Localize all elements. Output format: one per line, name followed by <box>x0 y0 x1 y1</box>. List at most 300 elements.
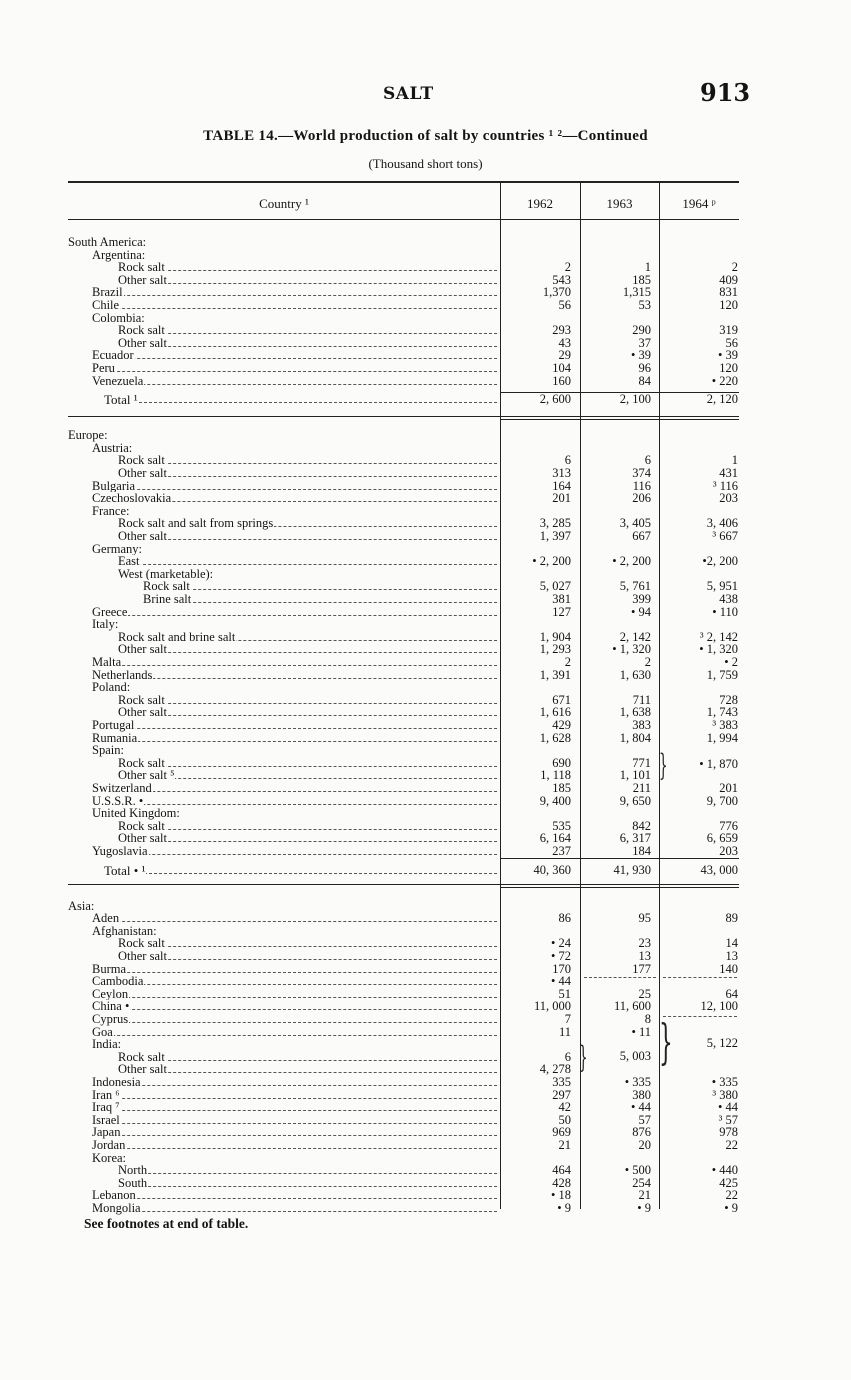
cell-1964: ³ 383 <box>712 718 738 732</box>
cell-1964: 1, 743 <box>706 705 738 720</box>
merged-value-india-goa-1964: 5, 122 <box>706 1036 738 1050</box>
cell-1962: 1, 293 <box>539 642 571 657</box>
cell-1963: 37 <box>638 335 651 350</box>
cell-1962: 7 <box>564 1012 571 1026</box>
table-row <box>0 732 851 745</box>
merged-value-spain-1964: • 1, 870 <box>699 757 738 771</box>
dot-leader <box>92 1035 497 1036</box>
cell-1963: 84 <box>638 373 651 388</box>
cell-1962: 5, 027 <box>539 579 571 594</box>
cell-1962: 1, 628 <box>539 730 571 745</box>
row-label: Other salt <box>118 529 167 543</box>
table-units: (Thousand short tons) <box>368 156 483 171</box>
cell-1963: 667 <box>632 529 651 543</box>
dot-leader <box>118 1060 497 1061</box>
row-label: Other salt <box>118 705 167 720</box>
dot-leader <box>118 703 497 704</box>
row-label: North <box>118 1163 148 1178</box>
row-label: Austria: <box>92 440 133 455</box>
cambodia-dash-1964 <box>663 977 737 978</box>
cell-1963: 20 <box>638 1138 651 1152</box>
cell-1964: • 440 <box>711 1163 738 1178</box>
cell-1964: 13 <box>725 949 738 963</box>
row-label: China • <box>92 999 130 1014</box>
row-label: Rock salt <box>118 453 165 468</box>
dot-leader <box>92 1110 497 1111</box>
row-label: Greece <box>92 604 128 619</box>
row-label: Malta <box>92 655 122 669</box>
cell-1964: ³ 116 <box>712 478 738 493</box>
cell-1962: 2 <box>564 260 571 275</box>
cell-1962: 170 <box>552 961 571 976</box>
dot-leader <box>118 715 497 716</box>
cell-1963: 3, 405 <box>619 516 651 531</box>
cell-1964: 2, 120 <box>706 392 738 407</box>
row-label: Afghanistan: <box>92 923 157 938</box>
row-label: Portugal <box>92 718 135 732</box>
cell-1963: 6 <box>644 453 651 468</box>
cell-1962: 1,370 <box>542 285 571 300</box>
table-row <box>0 1202 851 1215</box>
cell-1964: 1, 994 <box>706 730 738 745</box>
table-title: TABLE 14.—World production of salt by countries ¹ ²—Continued <box>203 128 648 144</box>
dot-leader <box>104 402 497 403</box>
cell-1963: 2, 142 <box>619 629 651 644</box>
cell-1962: 9, 400 <box>539 793 571 808</box>
row-label: Cambodia <box>92 974 144 989</box>
dot-leader <box>92 1085 497 1086</box>
cell-1963: 41, 930 <box>613 862 651 877</box>
cell-1962: 160 <box>552 373 571 388</box>
cell-1964: 9, 700 <box>706 793 738 808</box>
cell-1963: 25 <box>638 986 651 1001</box>
dot-leader <box>92 741 497 742</box>
cell-1964: 978 <box>719 1125 738 1140</box>
cell-1962: 293 <box>552 323 571 338</box>
cell-1963: • 2, 200 <box>612 554 651 569</box>
cell-1964: 5, 951 <box>706 579 738 594</box>
cell-1962: 1, 118 <box>540 768 571 783</box>
cell-1963: 21 <box>638 1188 651 1203</box>
cell-1964: • 39 <box>717 348 738 363</box>
table-row <box>0 375 851 388</box>
table-row <box>0 1126 851 1139</box>
row-label: Bulgaria <box>92 478 136 493</box>
row-label: Rock salt <box>118 818 165 833</box>
table-row <box>0 1013 851 1026</box>
cell-1963: • 335 <box>624 1075 651 1089</box>
dot-leader <box>118 476 497 477</box>
header-1962: 1962 <box>527 196 553 211</box>
row-label: Total ¹ <box>104 392 138 408</box>
cell-1962: 185 <box>552 781 571 795</box>
cell-1964: • 2 <box>724 655 738 669</box>
row-label: Rock salt <box>118 936 165 951</box>
cell-1964: • 220 <box>711 373 738 388</box>
cell-1964: ³ 2, 142 <box>699 629 738 644</box>
row-label: West (marketable): <box>118 566 214 581</box>
row-label: Rock salt <box>118 1049 165 1064</box>
footnote-reference: See footnotes at end of table. <box>84 1216 249 1231</box>
cell-1962: • 44 <box>550 974 571 989</box>
row-label: Spain: <box>92 743 124 758</box>
cell-1963: 184 <box>632 844 651 858</box>
cell-1962: 127 <box>552 604 571 619</box>
cell-1963: 711 <box>632 692 651 707</box>
cell-1962: 2 <box>564 655 571 669</box>
cell-1963: 57 <box>638 1112 651 1127</box>
cell-1963: 1, 630 <box>619 667 651 682</box>
row-label: India: <box>92 1037 122 1052</box>
cell-1964: • 110 <box>712 604 738 619</box>
cell-1963: 13 <box>638 949 651 963</box>
total-row <box>0 864 851 877</box>
cambodia-dash-1963 <box>584 977 656 978</box>
cell-1964: 728 <box>719 692 738 707</box>
cell-1964: 438 <box>719 592 738 606</box>
row-label: Rock salt <box>118 260 165 275</box>
dot-leader <box>92 921 497 922</box>
cell-1962: 86 <box>558 911 571 926</box>
row-label: Italy: <box>92 617 119 632</box>
cell-1962: 56 <box>558 298 571 312</box>
cell-1962: 11, 000 <box>533 999 571 1014</box>
cell-1963: 2, 100 <box>619 392 651 407</box>
cell-1962: 164 <box>552 478 571 493</box>
row-label: Switzerland <box>92 781 152 795</box>
cell-1964: 22 <box>725 1138 738 1152</box>
cell-1964: 831 <box>719 285 738 300</box>
dot-leader <box>92 1022 497 1023</box>
cell-1962: 297 <box>552 1087 571 1102</box>
dot-leader <box>92 728 497 729</box>
cell-1964: 140 <box>719 961 738 976</box>
table-row <box>0 845 851 858</box>
cell-1962: 6 <box>564 1049 571 1064</box>
row-label: Other salt <box>118 272 167 287</box>
cell-1963: 1,315 <box>622 285 651 300</box>
dot-leader <box>118 959 497 960</box>
page-number: 913 <box>700 78 751 107</box>
cell-1962: 51 <box>558 986 571 1001</box>
dot-leader <box>104 873 497 874</box>
row-label: Ceylon <box>92 986 129 1001</box>
cell-1963: 771 <box>632 755 651 770</box>
cell-1962: • 72 <box>550 949 571 963</box>
cell-1962: 313 <box>552 466 571 480</box>
dot-leader <box>92 972 497 973</box>
cell-1964: 6, 659 <box>706 831 738 846</box>
cell-1964: 1, 759 <box>706 667 738 682</box>
dot-leader <box>92 1211 497 1212</box>
cell-1963: 9, 650 <box>619 793 651 808</box>
cell-1962: 3, 285 <box>539 516 571 531</box>
row-label: Other salt <box>118 642 167 657</box>
cell-1963: 876 <box>632 1125 651 1140</box>
dot-leader <box>92 1198 497 1199</box>
row-label: Peru <box>92 361 115 375</box>
cell-1962: 11 <box>558 1024 571 1039</box>
row-label: Iran ⁶ <box>92 1087 120 1102</box>
cell-1962: 429 <box>552 718 571 732</box>
dot-leader <box>92 984 497 985</box>
dot-leader <box>118 564 497 565</box>
dot-leader <box>92 1135 497 1136</box>
cell-1963: 177 <box>632 961 651 976</box>
cell-1962: 6 <box>564 453 571 468</box>
row-label: Other salt <box>118 831 167 846</box>
row-label: Yugoslavia <box>92 844 148 858</box>
cell-1962: 43 <box>558 335 571 350</box>
cell-1963: 254 <box>632 1175 651 1190</box>
cell-1964: 43, 000 <box>700 862 738 877</box>
dot-leader <box>92 384 497 385</box>
row-label: U.S.S.R. • <box>92 793 144 808</box>
cell-1964: 776 <box>719 818 738 833</box>
cell-1962: 237 <box>552 844 571 858</box>
row-label: Burma <box>92 961 127 976</box>
cell-1962: 1, 391 <box>539 667 571 682</box>
cell-1964: 201 <box>719 781 738 795</box>
table-row <box>0 1139 851 1152</box>
row-label: Chile <box>92 298 120 312</box>
cell-1962: 6, 164 <box>539 831 571 846</box>
dot-leader <box>118 539 497 540</box>
cell-1963: 116 <box>632 478 651 493</box>
row-label: Rock salt <box>118 323 165 338</box>
cell-1964: 14 <box>725 936 738 951</box>
table-row <box>0 606 851 619</box>
row-label: Asia: <box>68 898 95 913</box>
cell-1964: 64 <box>725 986 738 1001</box>
cell-1962: 543 <box>552 272 571 287</box>
row-label: Goa <box>92 1024 113 1039</box>
row-label: Poland: <box>92 680 131 695</box>
row-label: Rumania <box>92 730 138 745</box>
dot-leader <box>118 463 497 464</box>
row-label: Ecuador <box>92 348 134 363</box>
cell-1962: 42 <box>558 1100 571 1115</box>
cell-1964: 431 <box>719 466 738 480</box>
cell-1963: • 39 <box>630 348 651 363</box>
row-label: Other salt <box>118 949 167 963</box>
cell-1962: 535 <box>552 818 571 833</box>
dot-leader <box>118 1072 497 1073</box>
cell-1964: ³ 667 <box>712 529 738 543</box>
row-label: Colombia: <box>92 310 145 325</box>
row-label: South <box>118 1175 148 1190</box>
cell-1963: 1, 804 <box>619 730 651 745</box>
header-1963: 1963 <box>606 196 633 211</box>
row-label: Mongolia <box>92 1201 141 1215</box>
cell-1964: 89 <box>725 911 738 926</box>
dot-leader <box>92 489 497 490</box>
dot-leader <box>92 308 497 309</box>
row-label: Czechoslovakia <box>92 491 172 506</box>
cell-1962: 464 <box>552 1163 571 1178</box>
cell-1963: 383 <box>632 718 651 732</box>
cell-1963: 8 <box>644 1012 651 1026</box>
cell-1963: • 9 <box>637 1201 651 1215</box>
row-label: Japan <box>92 1125 121 1140</box>
cell-1964: 120 <box>719 298 738 312</box>
merged-value-india-1963: 5, 003 <box>619 1049 651 1063</box>
cell-1964: • 335 <box>711 1075 738 1089</box>
row-label: Rock salt <box>118 692 165 707</box>
cell-1963: 211 <box>632 781 651 795</box>
cell-1963: 53 <box>638 298 651 312</box>
cell-1962: • 9 <box>557 1201 571 1215</box>
brace-india-goa: } <box>659 1014 673 1070</box>
row-label: Rock salt and salt from springs <box>118 516 274 531</box>
cell-1962: 1, 904 <box>539 629 571 644</box>
cell-1962: 1, 397 <box>539 529 571 543</box>
cell-1964: •2, 200 <box>702 554 738 569</box>
dot-leader <box>118 333 497 334</box>
row-label: Brazil <box>92 285 123 300</box>
row-label: East <box>118 554 140 569</box>
dot-leader <box>92 791 497 792</box>
cell-1964: 22 <box>725 1188 738 1203</box>
row-label: Other salt ⁵ <box>118 768 175 783</box>
row-label: Lebanon <box>92 1188 136 1203</box>
cell-1962: 104 <box>552 361 571 375</box>
cell-1963: 95 <box>638 911 651 926</box>
cell-1962: 335 <box>552 1075 571 1089</box>
dot-leader <box>92 615 497 616</box>
dot-leader <box>118 841 497 842</box>
row-label: Netherlands <box>92 667 153 682</box>
dot-leader <box>118 1173 497 1174</box>
dot-leader <box>118 346 497 347</box>
row-label: Brine salt <box>143 592 192 606</box>
dot-leader <box>92 854 497 855</box>
dot-leader <box>92 804 497 805</box>
cell-1964: • 1, 320 <box>699 642 738 657</box>
cell-1964: ³ 57 <box>718 1112 738 1127</box>
row-label: Rock salt <box>118 755 165 770</box>
row-label: Argentina: <box>92 247 146 262</box>
row-label: Total • ¹ <box>104 862 146 878</box>
cell-1964: 319 <box>719 323 738 338</box>
cell-1962: 969 <box>552 1125 571 1140</box>
row-label: South America: <box>68 235 147 249</box>
cell-1962: 201 <box>552 491 571 506</box>
dot-leader <box>118 270 497 271</box>
dot-leader <box>92 1148 497 1149</box>
cell-1963: 11, 600 <box>613 999 651 1014</box>
cell-1963: 185 <box>632 272 651 287</box>
cell-1962: • 24 <box>550 936 571 951</box>
dot-leader <box>92 997 497 998</box>
dot-leader <box>118 946 497 947</box>
cell-1964: 409 <box>719 272 738 287</box>
row-label: Venezuela <box>92 373 144 388</box>
row-label: Other salt <box>118 335 167 350</box>
cell-1962: 40, 360 <box>533 862 571 877</box>
dot-leader <box>92 358 497 359</box>
row-label: France: <box>92 503 130 518</box>
dot-leader <box>118 829 497 830</box>
cell-1963: 399 <box>632 592 651 606</box>
cyprus-dash-1964 <box>663 1016 737 1017</box>
cell-1962: 690 <box>552 755 571 770</box>
cell-1962: 1, 616 <box>539 705 571 720</box>
dot-leader <box>118 652 497 653</box>
cell-1962: 50 <box>558 1112 571 1127</box>
row-label: Other salt <box>118 466 167 480</box>
cell-1964: 120 <box>719 361 738 375</box>
dot-leader <box>118 766 497 767</box>
running-head: SALT <box>383 84 434 104</box>
cell-1963: • 94 <box>630 604 651 619</box>
row-label: Jordan <box>92 1138 126 1152</box>
cell-1964: 12, 100 <box>700 999 738 1014</box>
cell-1962: 381 <box>552 592 571 606</box>
cell-1962: • 2, 200 <box>532 554 571 569</box>
dot-leader <box>92 1123 497 1124</box>
row-label: Cyprus <box>92 1012 129 1026</box>
cell-1964: • 44 <box>717 1100 738 1115</box>
header-country: Country ¹ <box>259 196 309 211</box>
cell-1964: 1 <box>731 453 738 468</box>
cell-1964: ³ 380 <box>712 1087 738 1102</box>
cell-1963: 96 <box>638 361 651 375</box>
dot-leader <box>92 1009 497 1010</box>
cell-1963: 5, 761 <box>619 579 651 594</box>
header-1964: 1964 ᵖ <box>682 196 716 211</box>
dot-leader <box>143 589 497 590</box>
cell-1962: 21 <box>558 1138 571 1152</box>
cell-1963: 1, 101 <box>619 768 651 783</box>
row-label: United Kingdom: <box>92 806 180 821</box>
row-label: Korea: <box>92 1150 127 1165</box>
row-label: Germany: <box>92 541 142 556</box>
brace-spain: } <box>659 748 668 783</box>
dot-leader <box>92 1098 497 1099</box>
row-label: Indonesia <box>92 1075 141 1089</box>
cell-1964: 3, 406 <box>706 516 738 531</box>
cell-1963: 374 <box>632 466 651 480</box>
cell-1962: 428 <box>552 1175 571 1190</box>
cell-1963: 290 <box>632 323 651 338</box>
cell-1962: 671 <box>552 692 571 707</box>
cell-1963: • 500 <box>624 1163 651 1178</box>
cell-1962: • 18 <box>550 1188 571 1203</box>
cell-1964: 425 <box>719 1175 738 1190</box>
cell-1963: • 11 <box>631 1024 651 1039</box>
row-label: Israel <box>92 1112 120 1127</box>
cell-1963: 23 <box>638 936 651 951</box>
cell-1963: 842 <box>632 818 651 833</box>
cell-1963: 6, 317 <box>619 831 651 846</box>
cell-1963: 206 <box>632 491 651 506</box>
row-label: Iraq ⁷ <box>92 1100 120 1115</box>
cell-1964: • 9 <box>724 1201 738 1215</box>
table-row <box>0 900 851 913</box>
dot-leader <box>118 1186 497 1187</box>
row-label: Rock salt and brine salt <box>118 629 236 644</box>
cell-1964: 203 <box>719 491 738 506</box>
cell-1964: 2 <box>731 260 738 275</box>
dot-leader <box>92 295 497 296</box>
cell-1963: 1 <box>644 260 651 275</box>
cell-1963: 380 <box>632 1087 651 1102</box>
cell-1963: • 44 <box>630 1100 651 1115</box>
total-row <box>0 393 851 406</box>
row-label: Europe: <box>68 428 108 443</box>
cell-1963: 1, 638 <box>619 705 651 720</box>
